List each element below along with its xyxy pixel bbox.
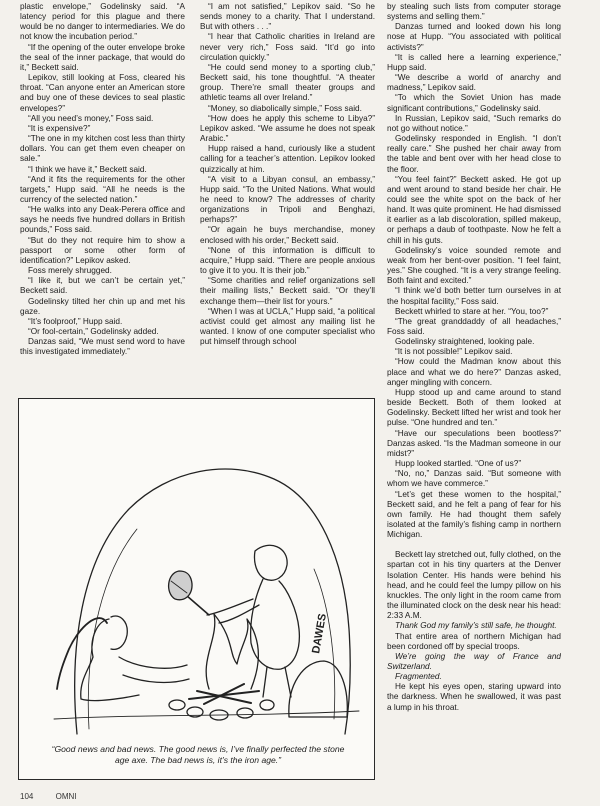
paragraph: “A visit to a Libyan consul, an embassy,” Hupp said. “To the United Nations. What would he need to know? The addresses of charity organizations in Tripoli and Benghazi, perhaps?” (200, 174, 375, 225)
paragraph: Godelinsky tilted her chin up and met his gaze. (20, 296, 185, 316)
paragraph: Godelinsky’s voice sounded remote and weak from her bent-over position. “I feel faint, yes.” She coughed. “It is a very strange feeling. Both faint and excited.” (387, 245, 561, 286)
paragraph: “You feel faint?” Beckett asked. He got up and went around to stand beside her chair. He could see the white spot on the back of her hand. It was quite prominent. He had dismissed it earlier as a lab discoloration, spilled makeup, or perhaps a daub of toothpaste. Now he felt a chill in his guts. (387, 174, 561, 245)
paragraph: “We describe a world of anarchy and madness,” Lepikov said. (387, 73, 561, 93)
paragraph: “None of this information is difficult to acquire,” Hupp said. “There are people anxious to give it to you. It is their job.” (200, 245, 375, 276)
paragraph: plastic envelope,” Godelinsky said. “A latency period for this plague and there would be no danger to intermediaries. We do not know the incubation period.” (20, 2, 185, 42)
paragraph: “Have our speculations been bootless?” Danzas asked. “Is the Madman someone in our midst?” (387, 428, 561, 458)
paragraph: Beckett lay stretched out, fully clothed, on the spartan cot in his tiny quarters at the Denver Isolation Center. His hands were behind his head, and he could feel the lumpy pillow on his knuckles. The only light in the room came from the illuminated clock on the desk near his head: 2:33 A.M. (387, 550, 561, 621)
paragraph: Danzas turned and looked down his long nose at Hupp. “You associated with political activists?” (387, 22, 561, 52)
paragraph: Beckett whirled to stare at her. “You, too?” (395, 306, 549, 316)
paragraph: “To which the Soviet Union has made significant contributions,” Godelinsky said. (387, 93, 561, 113)
cartoon-panel (18, 398, 375, 780)
paragraph: “I think we have it,” Beckett said. (28, 164, 147, 174)
paragraph: “But do they not require him to show a passport or some other form of identification?” Lepikov asked. (20, 235, 185, 265)
paragraph: Thank God my family’s still safe, he thought. (395, 621, 557, 631)
magazine-name: OMNI (55, 792, 77, 801)
paragraph: He kept his eyes open, staring upward into the darkness. When he swallowed, it was past a lump in his throat. (387, 682, 561, 712)
page-folio (20, 792, 96, 801)
paragraph: “I am not satisfied,” Lepikov said. “So he sends money to a charity. That I understand. But with others . . .” (200, 2, 375, 32)
paragraph: Godelinsky straightened, looking pale. (395, 337, 535, 347)
paragraph: “The one in my kitchen cost less than thirty dollars. You can get them even cheaper on sale.” (20, 134, 185, 164)
paragraph: We’re going the way of France and Switzerland. (387, 651, 561, 671)
paragraph: Godelinsky responded in English. “I don’t really care.” She pushed her chair away from the table and bent over with her head close to the floor. (387, 134, 561, 174)
paragraph: “When I was at UCLA,” Hupp said, “a political activist could get almost any mailing list he wanted. I know of one computer specialist who put himself through school (200, 306, 375, 347)
paragraph: “No, no,” Danzas said. “But someone with whom we have commerce.” (387, 469, 561, 489)
paragraph: Hupp stood up and came around to stand beside Beckett. Both of them looked at Godelinsky. Beckett lifted her wrist and took her pulse. “One hundred and ten.” (387, 387, 561, 428)
paragraph: “I like it, but we can’t be certain yet,” Beckett said. (20, 276, 185, 296)
paragraph: “And it fits the requirements for the other targets,” Hupp said. “All he needs is the currency of the selected nation.” (20, 174, 185, 204)
cartoon-signature: DAWES (310, 612, 329, 655)
paragraph: “Or fool-certain,” Godelinsky added. (28, 327, 159, 336)
text-column-left (20, 2, 185, 397)
paragraph: In Russian, Lepikov said, “Such remarks do not go without notice.” (387, 113, 561, 133)
paragraph: “He could send money to a sporting club,” Beckett said, his tone thoughtful. “A theater group. There’re small theater groups and athletic teams all over Ireland.” (200, 62, 375, 103)
paragraph: “It’s foolproof,” Hupp said. (28, 316, 123, 326)
paragraph: Fragmented. (395, 672, 442, 682)
paragraph: “He walks into any Deak-Perera office and says he needs five hundred dollars in British pounds,” Foss said. (20, 205, 185, 235)
cartoon-caption: “Good news and bad news. The good news is, I’ve finally perfected the stone age axe. The bad news is, it’s the iron age.” (51, 744, 345, 765)
paragraph: Danzas said, “We must send word to have this investigated immediately.” (20, 337, 185, 357)
paragraph: “It is called here a learning experience,” Hupp said. (387, 52, 561, 72)
page-number: 104 (20, 792, 34, 801)
paragraph: “The great granddaddy of all headaches,” Foss said. (387, 316, 561, 336)
paragraph: “I think we’d both better turn ourselves in at the hospital facility,” Foss said. (387, 286, 561, 306)
paragraph: “It is expensive?” (28, 123, 91, 133)
paragraph: “I hear that Catholic charities in Ireland are never very rich,” Foss said. “It’d go into circulation quickly.” (200, 32, 375, 62)
paragraph: That entire area of northern Michigan had been cordoned off by special troops. (387, 631, 561, 651)
paragraph: Hupp looked startled. “One of us?” (395, 459, 522, 469)
paragraph: “Or again he buys merchandise, money enclosed with his order,” Beckett said. (200, 225, 375, 245)
paragraph: by stealing such lists from computer storage systems and selling them.” (387, 2, 561, 22)
paragraph: “Some charities and relief organizations sell their mailing lists,” Beckett said. “Or they’ll exchange them—their list for yours.” (200, 276, 375, 306)
text-column-middle (200, 2, 375, 397)
paragraph: Lepikov, still looking at Foss, cleared his throat. “Can anyone enter an American store and buy one of these devices to seal plastic envelopes?” (20, 73, 185, 113)
paragraph: “How could the Madman know about this place and what we do here?” Danzas asked, anger mingling with concern. (387, 357, 561, 387)
paragraph: “How does he apply this scheme to Libya?” Lepikov asked. “We assume he does not speak Arabic.” (200, 113, 375, 144)
paragraph: “If the opening of the outer envelope broke the seal of the inner package, that would do it,” Beckett said. (20, 42, 185, 72)
paragraph: “Let’s get these women to the hospital,” Beckett said, and he felt a pang of fear for his own family. He had thought them safely isolated at the family’s fishing camp in northern Michigan. (387, 489, 561, 540)
text-column-right (387, 2, 561, 792)
paragraph: “All you need’s money,” Foss said. (28, 113, 154, 123)
paragraph: Foss merely shrugged. (28, 266, 112, 276)
paragraph: “Money, so diabolically simple,” Foss said. (208, 103, 362, 113)
paragraph: “It is not possible!” Lepikov said. (395, 347, 513, 357)
paragraph: Hupp raised a hand, curiously like a student calling for a teacher’s attention. Lepikov looked quizzically at him. (200, 144, 375, 174)
cartoon-illustration (19, 399, 374, 737)
